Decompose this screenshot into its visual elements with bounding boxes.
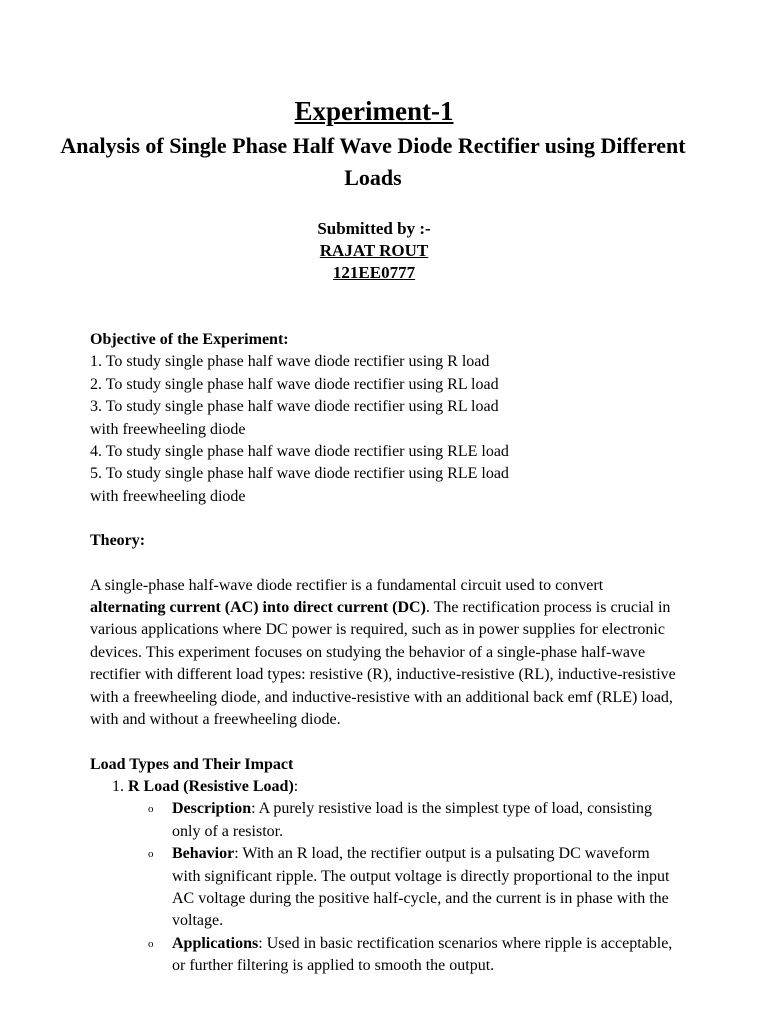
list-item — [148, 798, 680, 843]
objective-line: with freewheeling diode — [90, 487, 246, 505]
theory-paragraph — [90, 575, 680, 732]
theory-text-bold: alternating current (AC) into direct current (DC) — [90, 599, 426, 617]
detail-text: : Used in basic rectification scenarios where ripple is acceptable, or further filtering is applied to smooth the output. — [172, 934, 673, 975]
document-body — [90, 329, 680, 978]
detail-label: Applications — [172, 934, 259, 952]
detail-text: : A purely resistive load is the simplest type of load, consisting only of a resistor. — [172, 800, 652, 840]
detail-text: : With an R load, the rectifier output is a pulsating DC waveform with significant ripple. The output voltage is directly proportional to the input AC voltage during the positive half-cycle, and the current is in phase with the voltage. — [172, 845, 670, 930]
list-item — [148, 933, 680, 978]
load-types-list — [90, 776, 680, 978]
objective-line: 1. To study single phase half wave diode rectifier using R load — [90, 353, 490, 371]
r-load-title-suffix: : — [293, 777, 299, 795]
objective-line: 4. To study single phase half wave diode rectifier using RLE load — [90, 443, 509, 461]
r-load-title: R Load (Resistive Load) — [128, 777, 294, 795]
detail-label: Behavior — [172, 845, 235, 863]
load-types-heading: Load Types and Their Impact — [90, 755, 294, 773]
experiment-subtitle: Analysis of Single Phase Half Wave Diode Rectifier using Different Loads — [60, 133, 686, 190]
objective-line: 2. To study single phase half wave diode rectifier using RL load — [90, 375, 499, 393]
objective-line: with freewheeling diode — [90, 420, 246, 438]
circle-bullet-icon: o — [148, 937, 154, 950]
theory-text-start: A single-phase half-wave diode rectifier is a fundamental circuit used to convert — [90, 576, 604, 594]
theory-heading: Theory: — [90, 532, 146, 550]
experiment-title: Experiment-1 — [294, 96, 454, 126]
r-load-details — [128, 798, 680, 977]
theory-text-end: . The rectification process is crucial in various applications where DC power is required, such as in power supplies for electronic devices. This experiment focuses on studying the behavior of a single-phase half-wave rectifier with different load types: resistive (R), inductive-resistive (RL), inductive-resistive with a freewheeling diode, and inductive-resistive with an additional back emf (RLE) load, with and without a freewheeling diode. — [90, 599, 676, 729]
submitted-by-label: Submitted by :- — [317, 219, 431, 238]
circle-bullet-icon: o — [148, 848, 154, 861]
detail-label: Description — [172, 800, 252, 818]
objective-line: 3. To study single phase half wave diode rectifier using RL load — [90, 398, 499, 416]
objective-heading: Objective of the Experiment: — [90, 331, 289, 348]
objective-line: 5. To study single phase half wave diode rectifier using RLE load — [90, 465, 509, 483]
roll-number: 121EE0777 — [332, 263, 416, 282]
student-name: RAJAT ROUT — [319, 241, 429, 260]
list-item-r-load — [128, 776, 680, 978]
submission-block — [0, 218, 748, 284]
circle-bullet-icon: o — [148, 803, 154, 816]
list-item — [148, 843, 680, 933]
